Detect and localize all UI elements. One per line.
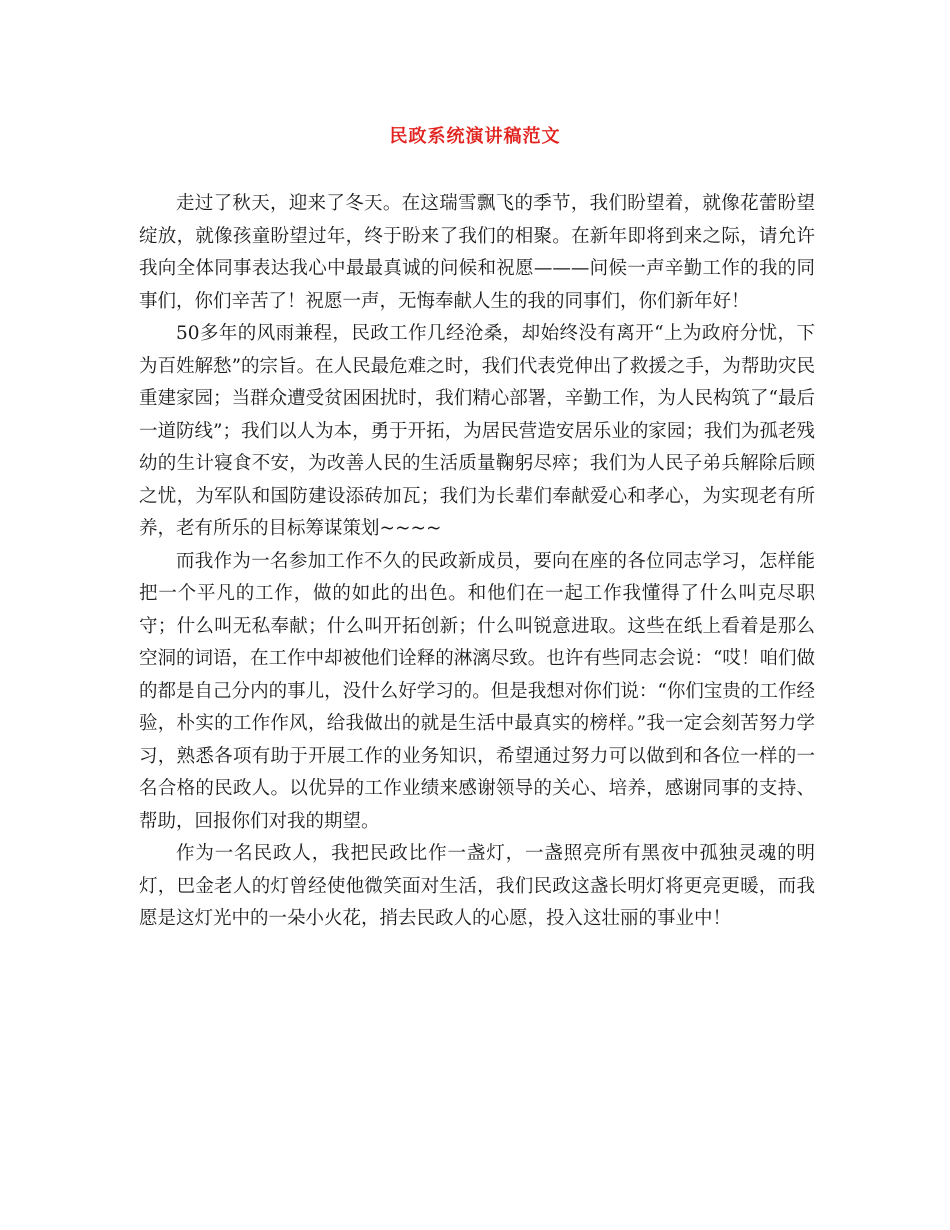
document-title: 民政系统演讲稿范文 [389,126,561,147]
paragraph-3: 而我作为一名参加工作不久的民政新成员，要向在座的各位同志学习，怎样能把一个平凡的工作，做的如此的出色。和他们在一起工作我懂得了什么叫克尽职守；什么叫无私奉献；什么叫开拓创新；什么叫锐意进取。这些在纸上看着是那么空洞的词语，在工作中却被他们诠释的淋漓尽致。也许有些同志会说：“哎！咱们做的都是自己分内的事儿，没什么好学习的。但是我想对你们说：“你们宝贵的工作经验，朴实的工作作风，给我做出的就是生活中最真实的榜样。”我一定会刻苦努力学习，熟悉各项有助于开展工作的业务知识，希望通过努力可以做到和各位一样的一名合格的民政人。以优异的工作业绩来感谢领导的关心、培养，感谢同事的支持、帮助，回报你们对我的期望。 [139,550,815,832]
paragraph-1: 走过了秋天，迎来了冬天。在这瑞雪飘飞的季节，我们盼望着，就像花蕾盼望绽放，就像孩童盼望过年，终于盼来了我们的相聚。在新年即将到来之际，请允许我向全体同事表达我心中最最真诚的问候和祝愿———问候一声辛勤工作的我的同事们，你们辛苦了！祝愿一声，无悔奉献人生的我的同事们，你们新年好！ [139,193,815,312]
document-body [139,188,815,936]
paragraph-2: 50多年的风雨兼程，民政工作几经沧桑，却始终没有离开“上为政府分忧，下为百姓解愁”的宗旨。在人民最危难之时，我们代表党伸出了救援之手，为帮助灾民重建家园；当群众遭受贫困困扰时，我们精心部署，辛勤工作，为人民构筑了“最后一道防线”；我们以人为本，勇于开拓，为居民营造安居乐业的家园；我们为孤老残幼的生计寝食不安，为改善人民的生活质量鞠躬尽瘁；我们为人民子弟兵解除后顾之忧，为军队和国防建设添砖加瓦；我们为长辈们奉献爱心和孝心，为实现老有所养，老有所乐的目标筹谋策划~~~~ [139,323,815,539]
paragraph-4: 作为一名民政人，我把民政比作一盏灯，一盏照亮所有黑夜中孤独灵魂的明灯，巴金老人的灯曾经使他微笑面对生活，我们民政这盏长明灯将更亮更暖，而我愿是这灯光中的一朵小火花，捎去民政人的心愿，投入这壮丽的事业中！ [139,843,815,929]
